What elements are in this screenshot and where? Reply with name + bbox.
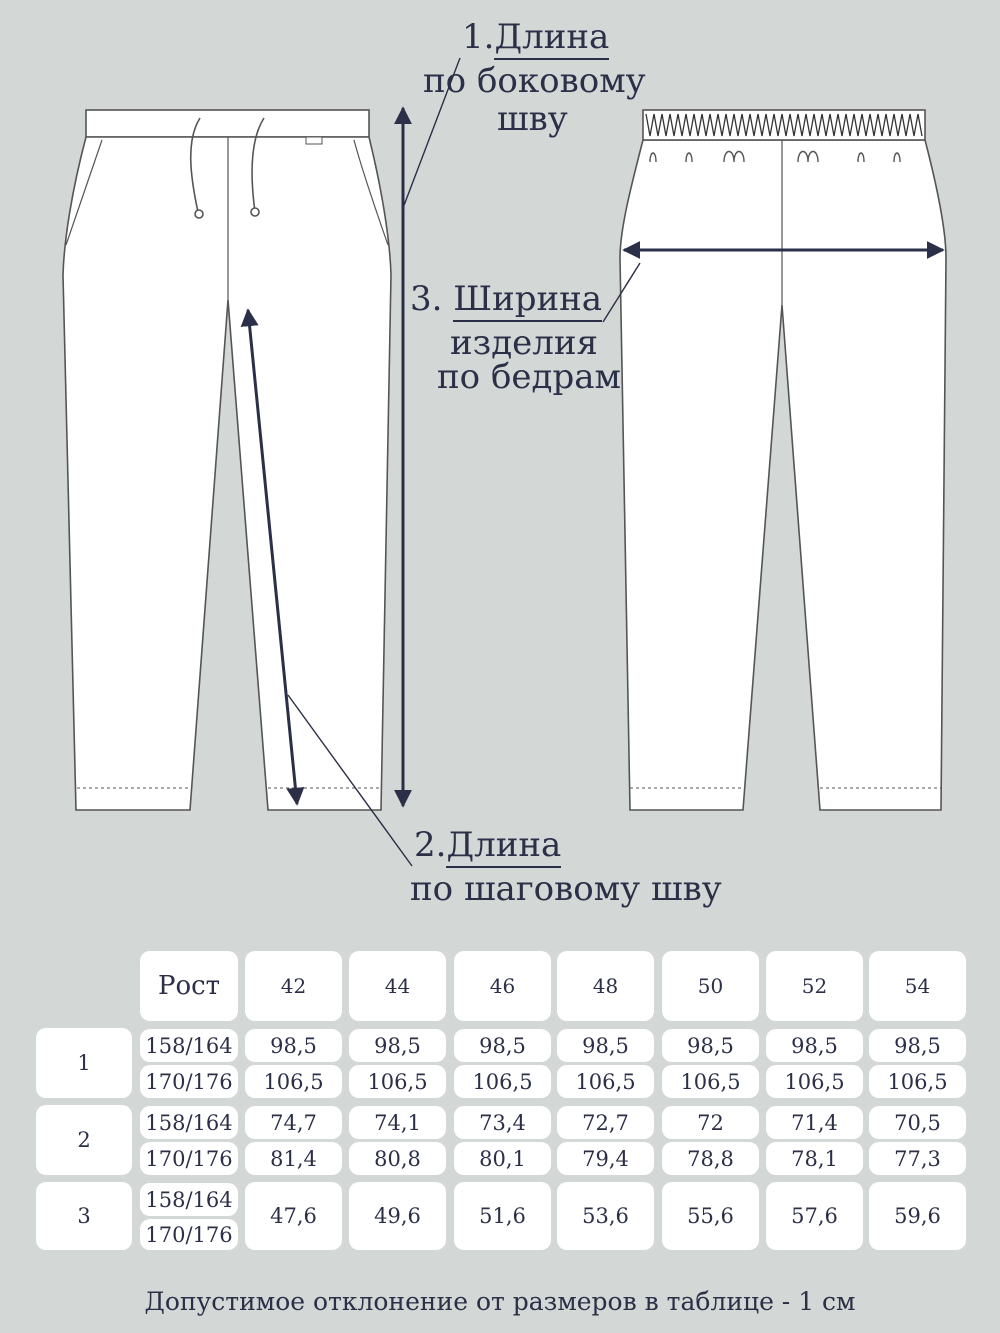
cell-r2b-50: 78,8: [662, 1142, 759, 1175]
cell-r1a-46: 98,5: [454, 1029, 551, 1062]
header-height: Рост: [140, 951, 238, 1021]
header-size-54: 54: [869, 951, 966, 1021]
back-pants-outline: [620, 140, 946, 810]
front-waistband: [86, 110, 369, 137]
row-2-height-a: 158/164: [140, 1106, 238, 1139]
cell-r2a-44: 74,1: [349, 1106, 446, 1139]
header-size-46: 46: [454, 951, 551, 1021]
label-1-number: 1.: [462, 17, 495, 57]
cell-r3-46: 51,6: [454, 1182, 551, 1250]
cell-r3-54: 59,6: [869, 1182, 966, 1250]
cell-r1b-52: 106,5: [766, 1065, 863, 1098]
cell-r1a-48: 98,5: [557, 1029, 654, 1062]
cell-r1b-46: 106,5: [454, 1065, 551, 1098]
cell-r2b-42: 81,4: [245, 1142, 342, 1175]
cell-r3-44: 49,6: [349, 1182, 446, 1250]
label-inseam-length: [414, 826, 561, 864]
brand-tag: [306, 137, 322, 144]
label-2-number: 2.: [414, 825, 447, 865]
cell-r2b-46: 80,1: [454, 1142, 551, 1175]
cell-r3-50: 55,6: [662, 1182, 759, 1250]
cell-r1a-42: 98,5: [245, 1029, 342, 1062]
drawstring-tip-left: [195, 210, 203, 218]
header-size-42: 42: [245, 951, 342, 1021]
tolerance-footnote: Допустимое отклонение от размеров в таблице - 1 см: [144, 1287, 856, 1316]
cell-r1b-44: 106,5: [349, 1065, 446, 1098]
label-1-line3: шву: [497, 99, 568, 139]
drawstring-tip-right: [251, 208, 259, 216]
label-hip-width: [410, 280, 602, 318]
cell-r2a-52: 71,4: [766, 1106, 863, 1139]
label-1-title: Длина: [494, 17, 609, 60]
row-1-height-a: 158/164: [140, 1029, 238, 1062]
row-3-label: 3: [36, 1182, 132, 1250]
cell-r2a-46: 73,4: [454, 1106, 551, 1139]
back-view: [620, 110, 946, 810]
row-3-height-a: 158/164: [140, 1183, 238, 1216]
row-2-height-b: 170/176: [140, 1142, 238, 1175]
cell-r2a-42: 74,7: [245, 1106, 342, 1139]
cell-r1a-50: 98,5: [662, 1029, 759, 1062]
cell-r2b-48: 79,4: [557, 1142, 654, 1175]
label-3-line3: по бедрам: [437, 357, 621, 397]
label-3-title: Ширина: [453, 279, 602, 322]
cell-r1b-48: 106,5: [557, 1065, 654, 1098]
cell-r1b-50: 106,5: [662, 1065, 759, 1098]
cell-r1b-54: 106,5: [869, 1065, 966, 1098]
front-view: [63, 110, 391, 810]
cell-r1a-52: 98,5: [766, 1029, 863, 1062]
cell-r2b-54: 77,3: [869, 1142, 966, 1175]
cell-r2b-52: 78,1: [766, 1142, 863, 1175]
label-2-line2: по шаговому шву: [410, 869, 722, 909]
cell-r1a-44: 98,5: [349, 1029, 446, 1062]
label-side-seam-length: [462, 18, 609, 56]
header-size-50: 50: [662, 951, 759, 1021]
row-1-height-b: 170/176: [140, 1065, 238, 1098]
header-size-48: 48: [557, 951, 654, 1021]
cell-r2a-48: 72,7: [557, 1106, 654, 1139]
cell-r2a-50: 72: [662, 1106, 759, 1139]
label-1-line2: по боковому: [423, 61, 646, 101]
cell-r1b-42: 106,5: [245, 1065, 342, 1098]
label-2-title: Длина: [446, 825, 561, 868]
cell-r2a-54: 70,5: [869, 1106, 966, 1139]
cell-r1a-54: 98,5: [869, 1029, 966, 1062]
header-size-52: 52: [766, 951, 863, 1021]
row-2-label: 2: [36, 1105, 132, 1175]
label-3-line2: изделия: [450, 323, 598, 363]
cell-r2b-44: 80,8: [349, 1142, 446, 1175]
cell-r3-42: 47,6: [245, 1182, 342, 1250]
cell-r3-48: 53,6: [557, 1182, 654, 1250]
label-3-number: 3.: [410, 279, 443, 319]
cell-r3-52: 57,6: [766, 1182, 863, 1250]
front-pants-outline: [63, 137, 391, 810]
row-1-label: 1: [36, 1028, 132, 1098]
row-3-height-b: 170/176: [140, 1219, 238, 1250]
header-size-44: 44: [349, 951, 446, 1021]
